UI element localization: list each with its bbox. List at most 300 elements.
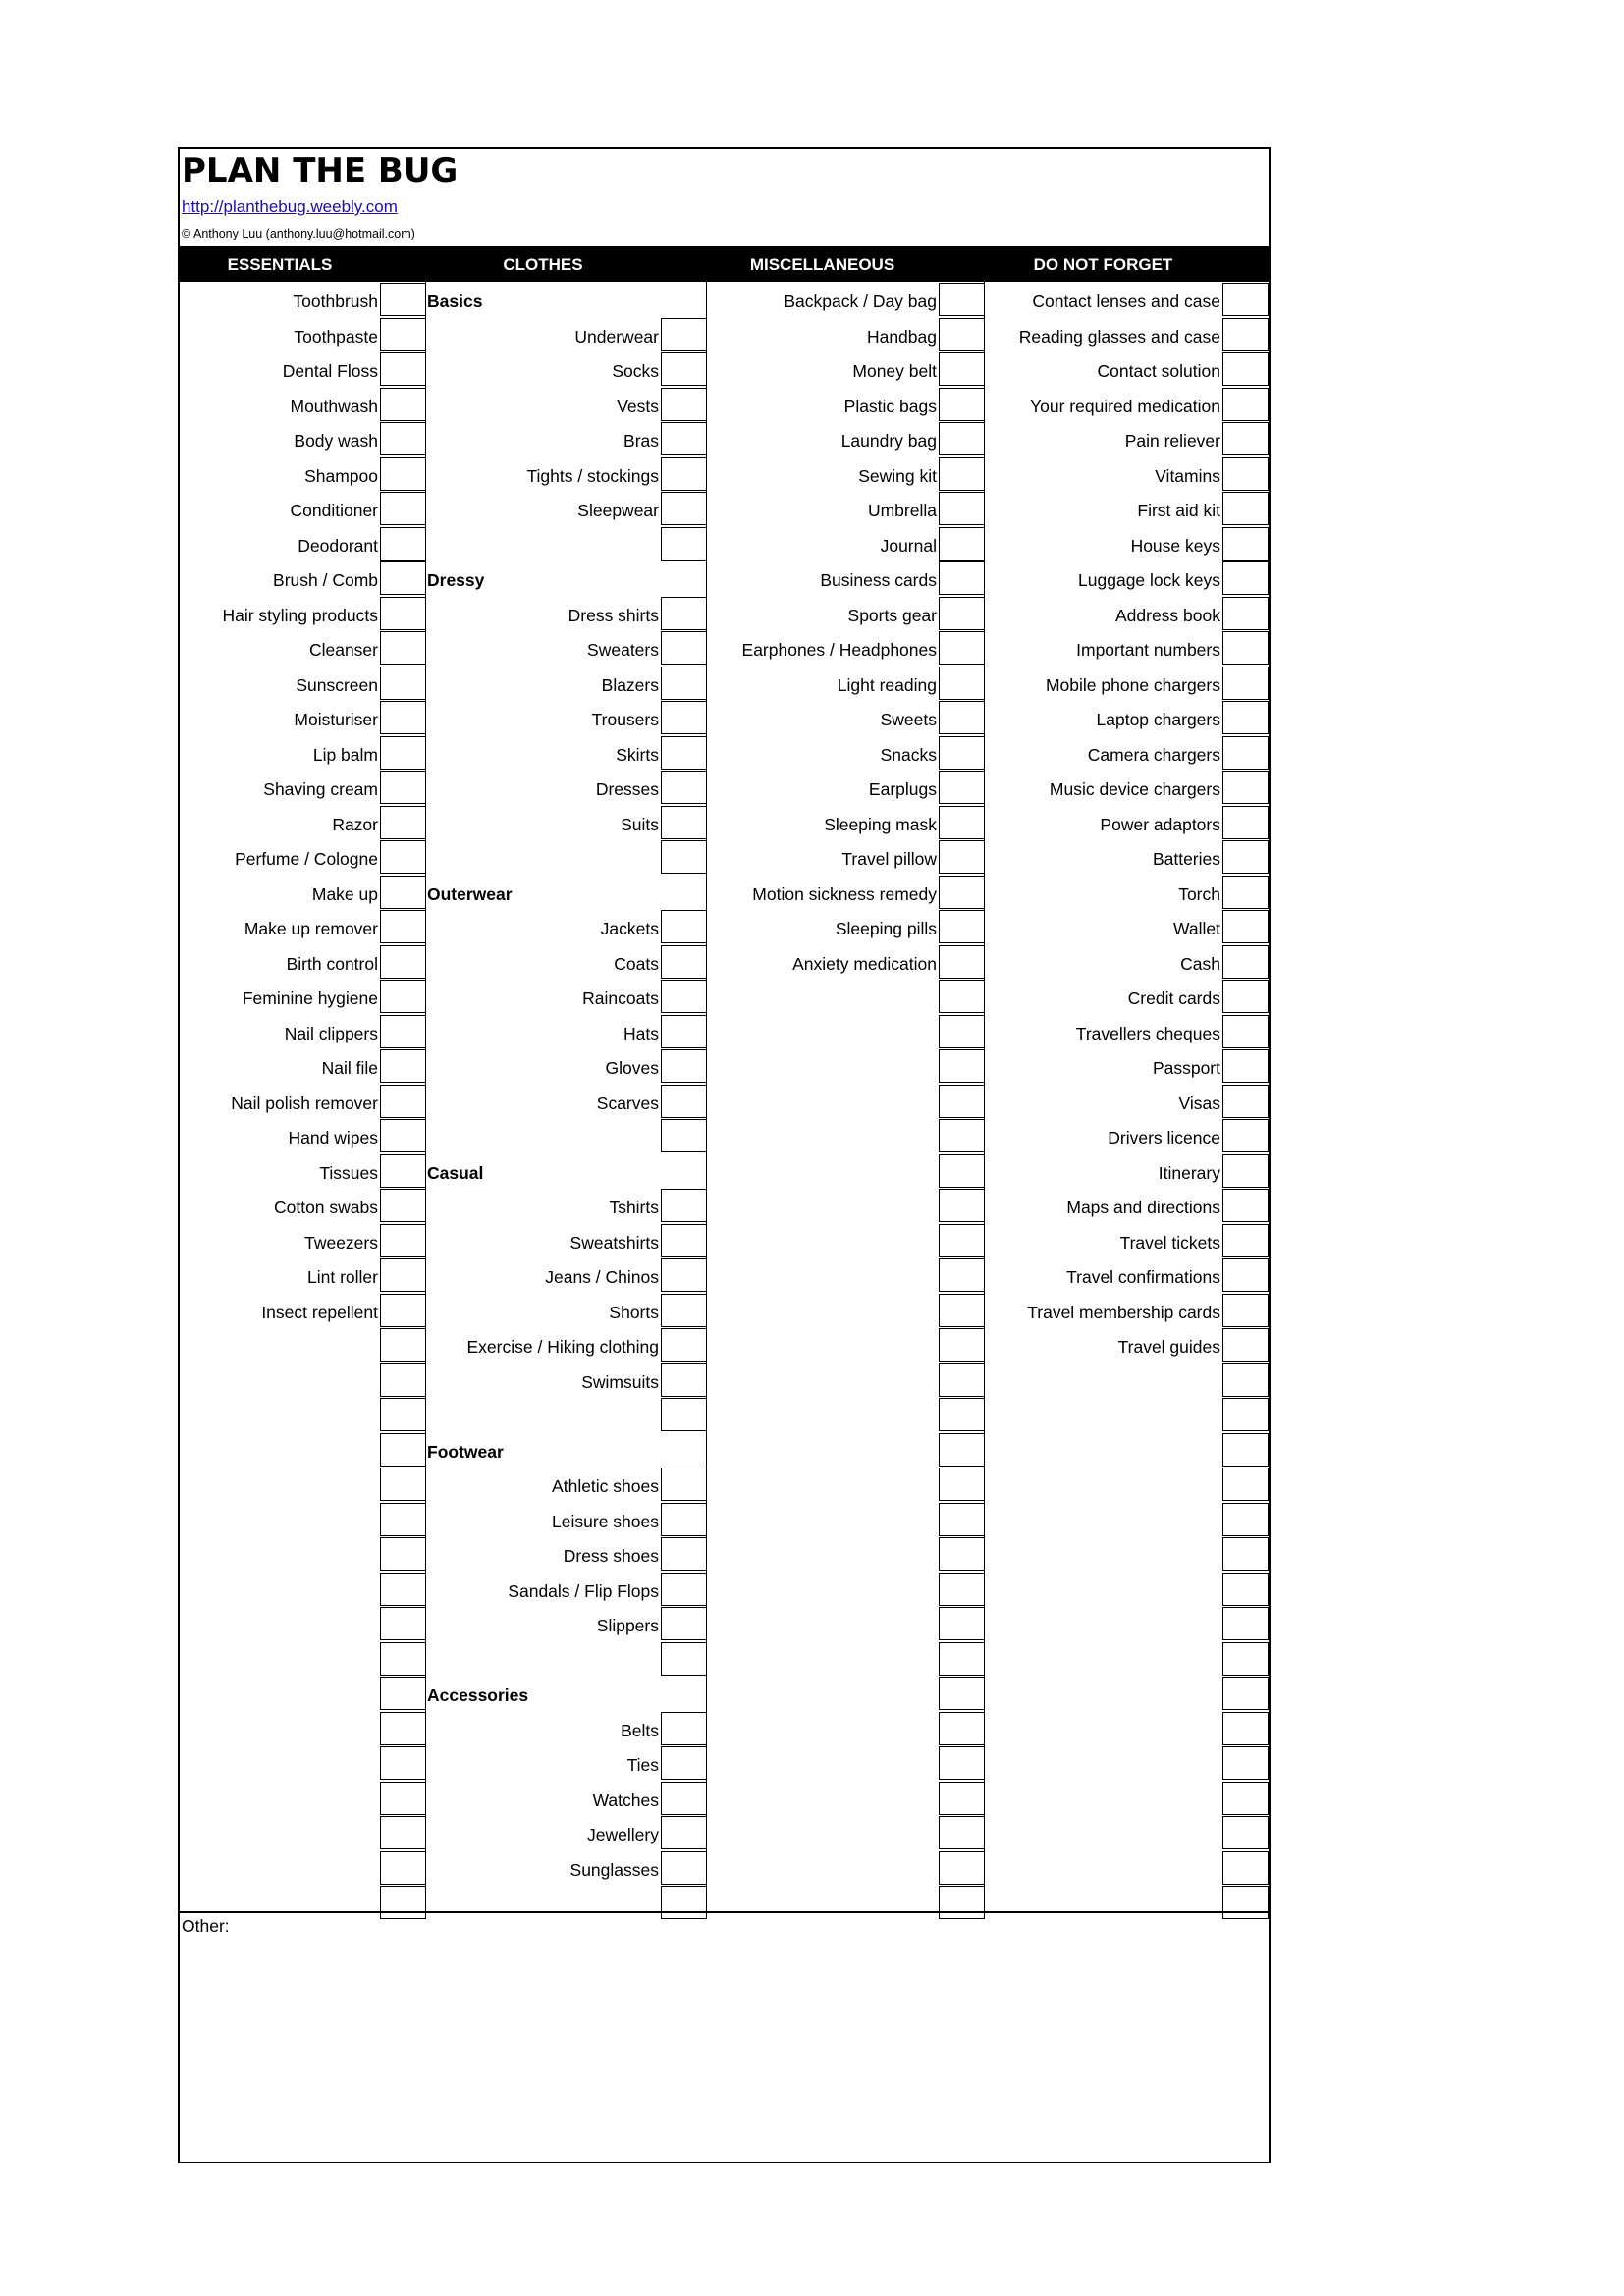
checklist-item-label: Toothpaste [294,327,378,347]
do-not-forget-checkbox[interactable] [1222,806,1269,839]
category-heading: Footwear [427,1442,504,1462]
checklist-item-label: Your required medication [1030,397,1220,416]
clothes-checkbox[interactable] [661,1782,707,1815]
clothes-checkbox[interactable] [661,1468,707,1501]
clothes-checkbox[interactable] [661,492,707,525]
misc-checkbox[interactable] [939,388,985,421]
essentials-checkbox[interactable] [380,318,426,351]
author-credit: © Anthony Luu (anthony.luu@hotmail.com) [182,227,415,240]
checklist-item-label: Address book [1114,606,1220,625]
misc-checkbox[interactable] [939,1085,985,1118]
misc-checkbox[interactable] [939,527,985,561]
essentials-checkbox[interactable] [380,1363,426,1397]
checklist-item-label: Luggage lock keys [1078,570,1220,590]
do-not-forget-checkbox[interactable] [1222,1224,1269,1257]
checklist-item-label: Athletic shoes [552,1476,659,1496]
misc-checkbox[interactable] [939,1782,985,1815]
checklist-item-label: Leisure shoes [552,1512,659,1531]
checklist-item-label: Trousers [591,710,659,729]
checklist-item-label: Journal [880,536,937,556]
misc-checkbox[interactable] [939,561,985,595]
clothes-checkbox[interactable] [661,1224,707,1257]
misc-checkbox[interactable] [939,1607,985,1640]
checklist-item-label: Earplugs [868,779,937,799]
misc-checkbox[interactable] [939,1224,985,1257]
checklist-item-label: Nail clippers [284,1024,378,1043]
checklist-item-label: Tissues [319,1163,378,1183]
misc-checkbox[interactable] [939,1816,985,1849]
do-not-forget-checkbox[interactable] [1222,736,1269,770]
do-not-forget-checkbox[interactable] [1222,352,1269,386]
clothes-checkbox[interactable] [661,422,707,455]
essentials-checkbox[interactable] [380,1189,426,1222]
misc-checkbox[interactable] [939,1746,985,1780]
do-not-forget-checkbox[interactable] [1222,1015,1269,1048]
misc-checkbox[interactable] [939,1049,985,1083]
clothes-checkbox[interactable] [661,1886,707,1919]
misc-checkbox[interactable] [939,945,985,979]
checklist-item-label: Dress shoes [563,1546,659,1566]
clothes-checkbox[interactable] [661,980,707,1013]
misc-checkbox[interactable] [939,1851,985,1885]
do-not-forget-checkbox[interactable] [1222,876,1269,909]
website-link[interactable]: http://planthebug.weebly.com [182,197,398,216]
clothes-checkbox[interactable] [661,1573,707,1606]
checklist-item-label: Ties [626,1755,659,1775]
checklist-item-label: Itinerary [1158,1163,1220,1183]
checklist-item-label: Make up remover [244,919,378,938]
clothes-checkbox[interactable] [661,1851,707,1885]
clothes-checkbox[interactable] [661,1015,707,1048]
clothes-checkbox[interactable] [661,910,707,943]
misc-checkbox[interactable] [939,1468,985,1501]
essentials-checkbox[interactable] [380,283,426,316]
misc-checkbox[interactable] [939,597,985,630]
checklist-item-label: Nail file [321,1058,378,1078]
checklist-item-label: Feminine hygiene [242,988,378,1008]
do-not-forget-checkbox[interactable] [1222,1816,1269,1849]
clothes-checkbox[interactable] [661,527,707,561]
essentials-checkbox[interactable] [380,1294,426,1327]
misc-checkbox[interactable] [939,1189,985,1222]
misc-checkbox[interactable] [939,736,985,770]
do-not-forget-checkbox[interactable] [1222,771,1269,804]
checklist-item-label: Dresses [595,779,659,799]
essentials-checkbox[interactable] [380,1119,426,1152]
do-not-forget-checkbox[interactable] [1222,910,1269,943]
checklist-item-label: Slippers [596,1616,659,1635]
other-label: Other: [182,1916,230,1936]
misc-checkbox[interactable] [939,910,985,943]
essentials-checkbox[interactable] [380,1154,426,1188]
clothes-checkbox[interactable] [661,1503,707,1536]
clothes-checkbox[interactable] [661,1398,707,1431]
misc-checkbox[interactable] [939,492,985,525]
do-not-forget-checkbox[interactable] [1222,1294,1269,1327]
essentials-checkbox[interactable] [380,1328,426,1362]
essentials-checkbox[interactable] [380,840,426,874]
misc-checkbox[interactable] [939,457,985,491]
checklist-item-label: Sweets [880,710,937,729]
essentials-checkbox[interactable] [380,1816,426,1849]
misc-checkbox[interactable] [939,840,985,874]
checklist-item-label: Nail polish remover [231,1094,378,1113]
do-not-forget-checkbox[interactable] [1222,1503,1269,1536]
header-essentials: ESSENTIALS [227,255,333,274]
do-not-forget-checkbox[interactable] [1222,1119,1269,1152]
checklist-item-label: Business cards [820,570,937,590]
clothes-checkbox[interactable] [661,1607,707,1640]
clothes-checkbox[interactable] [661,1537,707,1571]
column-header-bar [180,246,1269,282]
essentials-checkbox[interactable] [380,422,426,455]
checklist-item-label: Contact solution [1097,361,1220,381]
do-not-forget-checkbox[interactable] [1222,561,1269,595]
do-not-forget-checkbox[interactable] [1222,1085,1269,1118]
checklist-item-label: Raincoats [582,988,659,1008]
checklist-item-label: Dental Floss [282,361,378,381]
essentials-checkbox[interactable] [380,910,426,943]
checklist-item-label: Sweatshirts [569,1233,659,1253]
essentials-checkbox[interactable] [380,980,426,1013]
checklist-item-label: Belts [621,1721,659,1740]
do-not-forget-checkbox[interactable] [1222,318,1269,351]
checklist-item-label: Exercise / Hiking clothing [466,1337,659,1357]
checklist-item-label: Earphones / Headphones [741,640,937,660]
checklist-item-label: Mobile phone chargers [1045,675,1220,695]
do-not-forget-checkbox[interactable] [1222,1328,1269,1362]
do-not-forget-checkbox[interactable] [1222,492,1269,525]
essentials-checkbox[interactable] [380,1085,426,1118]
essentials-checkbox[interactable] [380,945,426,979]
checklist-item-label: Light reading [837,675,937,695]
checklist-item-label: Visas [1178,1094,1220,1113]
checklist-item-label: Umbrella [867,501,937,520]
essentials-checkbox[interactable] [380,1015,426,1048]
do-not-forget-checkbox[interactable] [1222,1642,1269,1676]
checklist-item-label: Mouthwash [290,397,378,416]
essentials-checkbox[interactable] [380,1468,426,1501]
do-not-forget-checkbox[interactable] [1222,1258,1269,1292]
misc-checkbox[interactable] [939,1119,985,1152]
checklist-item-label: Pain reliever [1124,431,1220,451]
header-do-not-forget: DO NOT FORGET [1033,255,1173,274]
checklist-item-label: Sunscreen [296,675,378,695]
do-not-forget-checkbox[interactable] [1222,1886,1269,1919]
checklist-item-label: Important numbers [1076,640,1220,660]
essentials-checkbox[interactable] [380,701,426,734]
other-notes-area[interactable] [180,1941,1269,2162]
checklist-item-label: Handbag [866,327,937,347]
misc-checkbox[interactable] [939,1537,985,1571]
essentials-checkbox[interactable] [380,1224,426,1257]
checklist-item-label: Lip balm [312,745,378,765]
checklist-item-label: Jewellery [587,1825,659,1844]
do-not-forget-checkbox[interactable] [1222,527,1269,561]
do-not-forget-checkbox[interactable] [1222,388,1269,421]
checklist-item-label: Perfume / Cologne [235,849,378,869]
clothes-checkbox[interactable] [661,318,707,351]
misc-checkbox[interactable] [939,1363,985,1397]
misc-checkbox[interactable] [939,1398,985,1431]
checklist-item-label: Tweezers [304,1233,378,1253]
clothes-checkbox[interactable] [661,1363,707,1397]
essentials-checkbox[interactable] [380,806,426,839]
do-not-forget-checkbox[interactable] [1222,1154,1269,1188]
misc-checkbox[interactable] [939,980,985,1013]
checklist-item-label: Reading glasses and case [1018,327,1220,347]
checklist-item-label: Skirts [616,745,659,765]
do-not-forget-checkbox[interactable] [1222,701,1269,734]
checklist-item-label: Tshirts [609,1198,659,1217]
essentials-checkbox[interactable] [380,771,426,804]
checklist-item-label: House keys [1130,536,1220,556]
clothes-checkbox[interactable] [661,1816,707,1849]
category-heading: Outerwear [427,884,513,904]
misc-checkbox[interactable] [939,1503,985,1536]
misc-checkbox[interactable] [939,1154,985,1188]
misc-checkbox[interactable] [939,1712,985,1745]
clothes-checkbox[interactable] [661,771,707,804]
do-not-forget-checkbox[interactable] [1222,1677,1269,1710]
checklist-item-label: Gloves [605,1058,659,1078]
do-not-forget-checkbox[interactable] [1222,1468,1269,1501]
checklist-item-label: Power adaptors [1100,815,1220,834]
misc-checkbox[interactable] [939,667,985,700]
checklist-item-label: Bras [623,431,659,451]
checklist-item-label: Sunglasses [569,1860,659,1880]
clothes-checkbox[interactable] [661,701,707,734]
essentials-checkbox[interactable] [380,388,426,421]
checklist-item-label: Vests [617,397,659,416]
clothes-checkbox[interactable] [661,1085,707,1118]
essentials-checkbox[interactable] [380,876,426,909]
essentials-checkbox[interactable] [380,1258,426,1292]
essentials-checkbox[interactable] [380,1537,426,1571]
essentials-checkbox[interactable] [380,1886,426,1919]
misc-checkbox[interactable] [939,1294,985,1327]
essentials-checkbox[interactable] [380,1398,426,1431]
checklist-item-label: Drivers licence [1108,1128,1220,1148]
checklist-item-label: Motion sickness remedy [752,884,937,904]
checklist-item-label: Travel guides [1117,1337,1220,1357]
clothes-checkbox[interactable] [661,667,707,700]
checklist-item-label: Sleepwear [577,501,659,520]
checklist-item-label: Hats [623,1024,659,1043]
do-not-forget-checkbox[interactable] [1222,631,1269,665]
clothes-checkbox[interactable] [661,945,707,979]
checklist-item-label: Sweaters [587,640,659,660]
checklist-item-label: Jackets [600,919,659,938]
checklist-item-label: Underwear [574,327,659,347]
clothes-checkbox[interactable] [661,1294,707,1327]
checklist-item-label: Laptop chargers [1096,710,1220,729]
clothes-checkbox[interactable] [661,352,707,386]
clothes-checkbox[interactable] [661,1189,707,1222]
checklist-grid [180,282,1269,1911]
misc-checkbox[interactable] [939,352,985,386]
checklist-item-label: Sleeping mask [824,815,937,834]
essentials-checkbox[interactable] [380,736,426,770]
checklist-item-label: Shampoo [304,466,378,486]
checklist-item-label: Shorts [609,1303,659,1322]
do-not-forget-checkbox[interactable] [1222,1189,1269,1222]
do-not-forget-checkbox[interactable] [1222,1746,1269,1780]
misc-checkbox[interactable] [939,1328,985,1362]
checklist-item-label: Vitamins [1155,466,1220,486]
checklist-item-label: Backpack / Day bag [784,292,937,311]
checklist-item-label: Deodorant [298,536,378,556]
misc-checkbox[interactable] [939,1573,985,1606]
clothes-checkbox[interactable] [661,597,707,630]
checklist-item-label: Sleeping pills [835,919,937,938]
do-not-forget-checkbox[interactable] [1222,667,1269,700]
checklist-item-label: Snacks [880,745,937,765]
checklist-item-label: Tights / stockings [526,466,659,486]
checklist-item-label: Hand wipes [288,1128,378,1148]
essentials-checkbox[interactable] [380,1433,426,1467]
essentials-checkbox[interactable] [380,1782,426,1815]
clothes-checkbox[interactable] [661,1119,707,1152]
clothes-checkbox[interactable] [661,736,707,770]
do-not-forget-checkbox[interactable] [1222,1712,1269,1745]
checklist-item-label: Scarves [596,1094,659,1113]
other-divider [180,1911,1269,1913]
header-clothes: CLOTHES [503,255,583,274]
checklist-item-label: Torch [1178,884,1220,904]
essentials-checkbox[interactable] [380,1712,426,1745]
misc-checkbox[interactable] [939,318,985,351]
checklist-item-label: Cash [1180,954,1220,974]
essentials-checkbox[interactable] [380,667,426,700]
checklist-item-label: Cleanser [308,640,378,660]
misc-checkbox[interactable] [939,1642,985,1676]
checklist-item-label: Batteries [1152,849,1220,869]
essentials-checkbox[interactable] [380,631,426,665]
checklist-item-label: Wallet [1173,919,1220,938]
checklist-item-label: Body wash [294,431,378,451]
checklist-item-label: Travel tickets [1119,1233,1220,1253]
do-not-forget-checkbox[interactable] [1222,597,1269,630]
checklist-item-label: Socks [612,361,659,381]
checklist-item-label: Lint roller [307,1267,378,1287]
do-not-forget-checkbox[interactable] [1222,1607,1269,1640]
essentials-checkbox[interactable] [380,352,426,386]
checklist-item-label: Swimsuits [581,1372,659,1392]
clothes-checkbox[interactable] [661,1746,707,1780]
checklist-item-label: Jeans / Chinos [545,1267,659,1287]
clothes-checkbox[interactable] [661,457,707,491]
checklist-item-label: Contact lenses and case [1032,292,1220,311]
clothes-checkbox[interactable] [661,1328,707,1362]
checklist-item-label: Travel pillow [841,849,937,869]
do-not-forget-checkbox[interactable] [1222,1782,1269,1815]
checklist-item-label: Coats [614,954,659,974]
clothes-checkbox[interactable] [661,840,707,874]
checklist-item-label: Blazers [601,675,659,695]
essentials-checkbox[interactable] [380,527,426,561]
misc-checkbox[interactable] [939,422,985,455]
misc-checkbox[interactable] [939,806,985,839]
checklist-item-label: Travellers cheques [1075,1024,1220,1043]
checklist-item-label: Plastic bags [843,397,937,416]
do-not-forget-checkbox[interactable] [1222,1049,1269,1083]
checklist-item-label: Brush / Comb [273,570,378,590]
page-title: PLAN THE BUG [182,151,459,190]
do-not-forget-checkbox[interactable] [1222,1573,1269,1606]
essentials-checkbox[interactable] [380,1573,426,1606]
checklist-item-label: Passport [1152,1058,1220,1078]
checklist-item-label: Hair styling products [222,606,378,625]
do-not-forget-checkbox[interactable] [1222,980,1269,1013]
checklist-item-label: Music device chargers [1049,779,1220,799]
misc-checkbox[interactable] [939,771,985,804]
essentials-checkbox[interactable] [380,492,426,525]
clothes-checkbox[interactable] [661,1712,707,1745]
checklist-item-label: Toothbrush [293,292,378,311]
clothes-checkbox[interactable] [661,631,707,665]
checklist-item-label: Moisturiser [294,710,378,729]
essentials-checkbox[interactable] [380,1677,426,1710]
essentials-checkbox[interactable] [380,457,426,491]
misc-checkbox[interactable] [939,283,985,316]
do-not-forget-checkbox[interactable] [1222,1537,1269,1571]
misc-checkbox[interactable] [939,1677,985,1710]
checklist-item-label: Travel confirmations [1066,1267,1220,1287]
clothes-checkbox[interactable] [661,1049,707,1083]
do-not-forget-checkbox[interactable] [1222,1851,1269,1885]
checklist-item-label: Insect repellent [261,1303,378,1322]
checklist-item-label: Sports gear [847,606,937,625]
clothes-checkbox[interactable] [661,806,707,839]
misc-checkbox[interactable] [939,631,985,665]
clothes-checkbox[interactable] [661,388,707,421]
essentials-checkbox[interactable] [380,597,426,630]
misc-checkbox[interactable] [939,1015,985,1048]
do-not-forget-checkbox[interactable] [1222,457,1269,491]
do-not-forget-checkbox[interactable] [1222,1433,1269,1467]
checklist-item-label: Shaving cream [263,779,378,799]
essentials-checkbox[interactable] [380,1642,426,1676]
clothes-checkbox[interactable] [661,1258,707,1292]
misc-checkbox[interactable] [939,1433,985,1467]
clothes-checkbox[interactable] [661,1642,707,1676]
checklist-item-label: Sewing kit [858,466,937,486]
essentials-checkbox[interactable] [380,1503,426,1536]
essentials-checkbox[interactable] [380,1746,426,1780]
misc-checkbox[interactable] [939,1886,985,1919]
do-not-forget-checkbox[interactable] [1222,283,1269,316]
checklist-item-label: Razor [332,815,378,834]
do-not-forget-checkbox[interactable] [1222,1398,1269,1431]
misc-checkbox[interactable] [939,701,985,734]
do-not-forget-checkbox[interactable] [1222,840,1269,874]
checklist-item-label: Maps and directions [1066,1198,1220,1217]
misc-checkbox[interactable] [939,876,985,909]
misc-checkbox[interactable] [939,1258,985,1292]
do-not-forget-checkbox[interactable] [1222,945,1269,979]
checklist-item-label: Money belt [852,361,937,381]
essentials-checkbox[interactable] [380,1607,426,1640]
category-heading: Basics [427,292,483,311]
do-not-forget-checkbox[interactable] [1222,1363,1269,1397]
do-not-forget-checkbox[interactable] [1222,422,1269,455]
essentials-checkbox[interactable] [380,1049,426,1083]
checklist-item-label: Birth control [286,954,378,974]
essentials-checkbox[interactable] [380,1851,426,1885]
essentials-checkbox[interactable] [380,561,426,595]
header-miscellaneous: MISCELLANEOUS [749,255,895,274]
